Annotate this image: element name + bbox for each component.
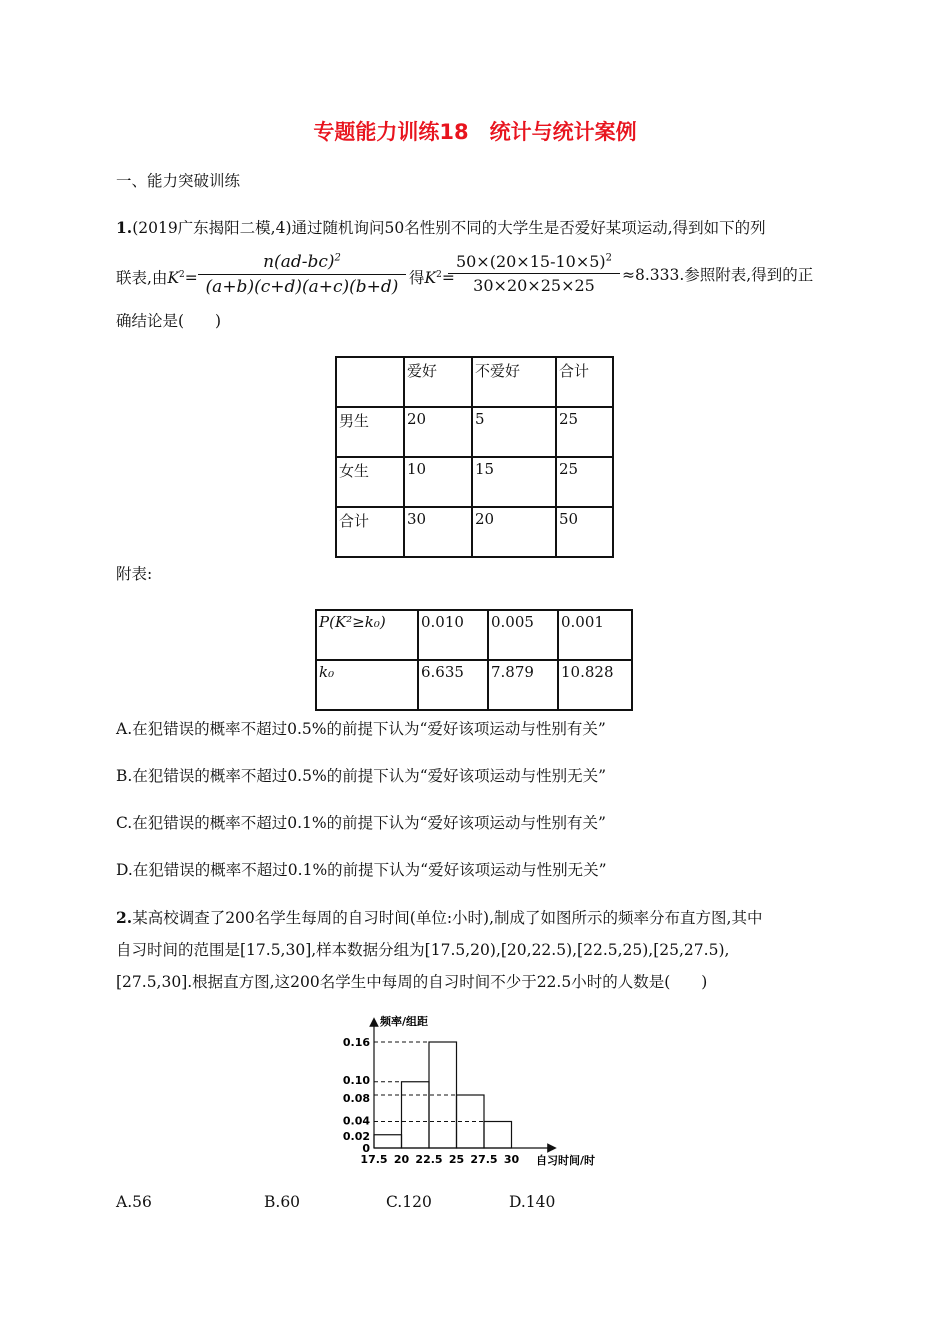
- x-tick-label: 27.5: [470, 1153, 498, 1166]
- table-cell: 5: [472, 407, 556, 457]
- section-heading: 一、能力突破训练: [116, 172, 241, 190]
- table-row: [336, 457, 613, 507]
- table-cell: 25: [556, 457, 613, 507]
- table-row: [316, 610, 632, 660]
- option-d: D.在犯错误的概率不超过0.1%的前提下认为“爱好该项运动与性别无关”: [116, 861, 607, 879]
- x-axis-label: 自习时间/时: [536, 1154, 596, 1167]
- table-cell: 0.005: [488, 610, 558, 660]
- q2-option-c: C.120: [386, 1193, 432, 1211]
- table-cell: 10.828: [558, 660, 632, 710]
- table-cell: 20: [472, 507, 556, 557]
- table-cell: 30: [404, 507, 472, 557]
- y-tick-label: 0.02: [342, 1129, 370, 1143]
- q1-line3: 确结论是( ): [116, 312, 222, 330]
- q1-line1: 1.(2019广东揭阳二模,4)通过随机询问50名性别不同的大学生是否爱好某项运动,得到如下的列: [116, 218, 766, 237]
- table-row: [336, 407, 613, 457]
- table-cell: 50: [556, 507, 613, 557]
- table-cell: 10: [404, 457, 472, 507]
- histogram-bar: [374, 1135, 402, 1148]
- x-tick-label: 30: [503, 1153, 520, 1166]
- q2-line1: 2.某高校调查了200名学生每周的自习时间(单位:小时),制成了如图所示的频率分布直方图,其中: [116, 908, 763, 927]
- table-cell: 15: [472, 457, 556, 507]
- table-header-row: [336, 357, 613, 407]
- table-cell: 6.635: [418, 660, 488, 710]
- x-tick-label: 22.5: [415, 1153, 443, 1166]
- page-title: 专题能力训练18 统计与统计案例: [313, 120, 637, 144]
- y-tick-label: 0.08: [342, 1092, 370, 1105]
- table-cell: P(K²≥k₀): [316, 610, 418, 660]
- table-cell: 0.001: [558, 610, 632, 660]
- q1-line2-mid: 得$K^2=$: [409, 269, 455, 288]
- frequency-histogram: [330, 1010, 620, 1170]
- y-tick-label: 0.10: [342, 1073, 370, 1087]
- table-row: [336, 507, 613, 557]
- q2-option-b: B.60: [264, 1193, 301, 1211]
- table-cell: 0.010: [418, 610, 488, 660]
- table-cell: 男生: [336, 407, 404, 457]
- y-tick-label: 0.16: [342, 1036, 370, 1049]
- histogram-bar: [402, 1082, 430, 1148]
- q2-line3: [27.5,30].根据直方图,这200名学生中每周的自习时间不少于22.5小时的人数是( ): [116, 973, 708, 991]
- appendix-label: 附表:: [116, 565, 153, 583]
- table-cell: 爱好: [404, 357, 472, 407]
- q1-line2-pre: 联表,由$K^2=$: [116, 269, 198, 288]
- q2-option-a: A.56: [116, 1193, 152, 1211]
- histogram-bar: [484, 1122, 512, 1149]
- q2-number: 2.: [116, 908, 133, 927]
- x-tick-label: 17.5: [360, 1153, 388, 1166]
- k2-formula: $n(ad-bc)^2$ (a+b)(c+d)(a+c)(b+d): [198, 252, 406, 297]
- table-cell: 不爱好: [472, 357, 556, 407]
- x-tick-label: 20: [393, 1153, 410, 1166]
- option-b: B.在犯错误的概率不超过0.5%的前提下认为“爱好该项运动与性别无关”: [116, 767, 607, 785]
- y-tick-label: 0.04: [342, 1114, 370, 1128]
- appendix-table: [315, 609, 633, 711]
- table-cell: 合计: [556, 357, 613, 407]
- y-tick-label: 0: [362, 1142, 370, 1155]
- table-cell: [336, 357, 404, 407]
- table-cell: 20: [404, 407, 472, 457]
- q1-number: 1.: [116, 218, 133, 237]
- k2-calculation: $50\times(20\times 15-10\times 5)^2$ 30×20×25×25: [448, 252, 620, 295]
- table-row: [316, 660, 632, 710]
- q2-option-d: D.140: [509, 1193, 556, 1211]
- q1-line2-post: ≈8.333.参照附表,得到的正: [622, 266, 814, 284]
- contingency-table: [335, 356, 614, 558]
- table-cell: k₀: [316, 660, 418, 710]
- table-cell: 女生: [336, 457, 404, 507]
- x-tick-label: 25: [448, 1153, 465, 1166]
- y-axis-label: 频率/组距: [380, 1015, 429, 1028]
- table-cell: 合计: [336, 507, 404, 557]
- q2-line2: 自习时间的范围是[17.5,30],样本数据分组为[17.5,20),[20,22.5),[22.5,25),[25,27.5),: [116, 941, 730, 959]
- option-a: A.在犯错误的概率不超过0.5%的前提下认为“爱好该项运动与性别有关”: [116, 720, 606, 738]
- option-c: C.在犯错误的概率不超过0.1%的前提下认为“爱好该项运动与性别有关”: [116, 814, 606, 832]
- table-cell: 25: [556, 407, 613, 457]
- table-cell: 7.879: [488, 660, 558, 710]
